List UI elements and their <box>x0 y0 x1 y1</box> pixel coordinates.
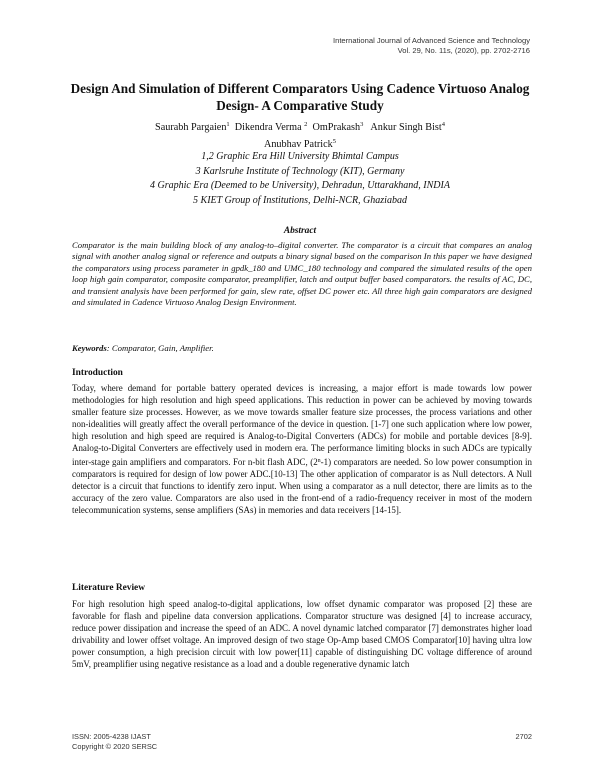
author-sup: 2 <box>304 121 308 128</box>
author-name: Saurabh Pargaien <box>155 122 227 133</box>
journal-volume: Vol. 29, No. 11s, (2020), pp. 2702-2716 <box>397 46 530 55</box>
keywords-text: : Comparator, Gain, Amplifier. <box>106 343 214 353</box>
affiliation: 1,2 Graphic Era Hill University Bhimtal Campus <box>201 151 399 162</box>
page-number: 2702 <box>515 732 532 741</box>
author-list <box>60 118 540 152</box>
footer-copyright: Copyright © 2020 SERSC <box>72 741 158 751</box>
affiliation-list <box>60 150 540 208</box>
affiliation: 4 Graphic Era (Deemed to be University), Dehradun, Uttarakhand, INDIA <box>150 180 450 192</box>
introduction-text-part2: -1) comparators are needed. So low power consumption in comparators is required for design of low power ADC.[10-13] The other application of comparator is as Null detectors. A Null detector is a circuit that functions to identify zero input. When using a comparator as a null detector, there are limits as to the accuracy of the zero value. Comparators are also used in the front-end of a radio-frequency receiver in most of the modern telecommunication systems, sense amplifiers (SAs) in memories and data receivers [14-15]. <box>72 456 532 515</box>
author-name: Ankur Singh Bist <box>370 122 442 133</box>
keywords <box>72 343 532 354</box>
author-name: OmPrakash <box>312 122 361 133</box>
paper-title: Design And Simulation of Different Comparators Using Cadence Virtuoso Analog Design- A Comparative Study <box>70 81 530 113</box>
abstract-text: Comparator is the main building block of any analog-to–digital converter. The comparator is a circuit that compares an analog signal with another analog signal or reference and outputs a binary signal based on the comparison In this paper we have designed the comparators using process parameter in gpdk_180 and UMC_180 technology and compared the simulated results of the open loop high gain comparator, composite comparator, preamplifier, latch and output buffer based comparators. the results of AC, DC, and transient analysis have been performed for gain, slew rate, offset DC power etc. All three high gain comparators are designed and simulated in Cadence Virtuoso Analog Design Environment. <box>72 240 532 308</box>
author-name: Dikendra Verma <box>234 122 302 133</box>
author-sup: 3 <box>360 121 364 128</box>
footer-issn: ISSN: 2005-4238 IJAST <box>72 732 151 741</box>
keywords-label: Keywords <box>72 343 107 353</box>
journal-header <box>333 36 530 56</box>
page-footer <box>72 732 532 752</box>
affiliation: 3 Karlsruhe Institute of Technology (KIT), Germany <box>195 165 405 177</box>
author-sup: 4 <box>441 121 445 128</box>
introduction-text <box>72 382 532 516</box>
introduction-heading: Introduction <box>72 368 123 378</box>
introduction-sup: n <box>317 457 321 464</box>
literature-review-heading: Literature Review <box>72 583 145 593</box>
author-name: Anubhav Patrick <box>263 139 333 150</box>
abstract-heading: Abstract <box>283 226 317 236</box>
journal-name: International Journal of Advanced Science and Technology <box>332 36 530 45</box>
introduction-text-part1: Today, where demand for portable battery operated devices is increasing, a major effort is made towards low power methodologies for high resolution and high speed applications. This reduction in power can be achieved by moving towards smaller feature size processes. However, as we move towards smaller feature size processes, the process variations and other non-idealities will greatly affect the overall performance of the device in question. [1-7] one such application where low power, high resolution and high speed are required is Analog-to-Digital Converters (ADCs) for mobile and portable devices [8-9]. Analog-to-Digital Converters are effectively used in modern era. The performance limiting blocks in such ADCs are typically inter-stage gain amplifiers and comparators. For n-bit flash ADC, (2 <box>72 383 532 467</box>
author-sup: 5 <box>332 138 336 145</box>
literature-review-text: For high resolution high speed analog-to-digital applications, low offset dynamic comparator was proposed [2] these are favorable for flash and pipeline data conversion applications. Comparator structure was designed [4] to increase accuracy, reduce power dissipation and increase the speed of an ADC. A novel dynamic latched comparator [7] demonstrates higher load drivability and lower offset voltage. An improved design of two stage Op-Amp based CMOS Comparator[10] having ultra low power consumption, a high precision circuit with low power[11] capable of distinguishing DC voltage difference of around 5mV, preamplifier using negative resistance as a load and a double regenerative dynamic latch <box>72 599 532 670</box>
affiliation: 5 KIET Group of Institutions, Delhi-NCR, Ghaziabad <box>193 194 407 206</box>
author-sup: 1 <box>226 121 230 128</box>
